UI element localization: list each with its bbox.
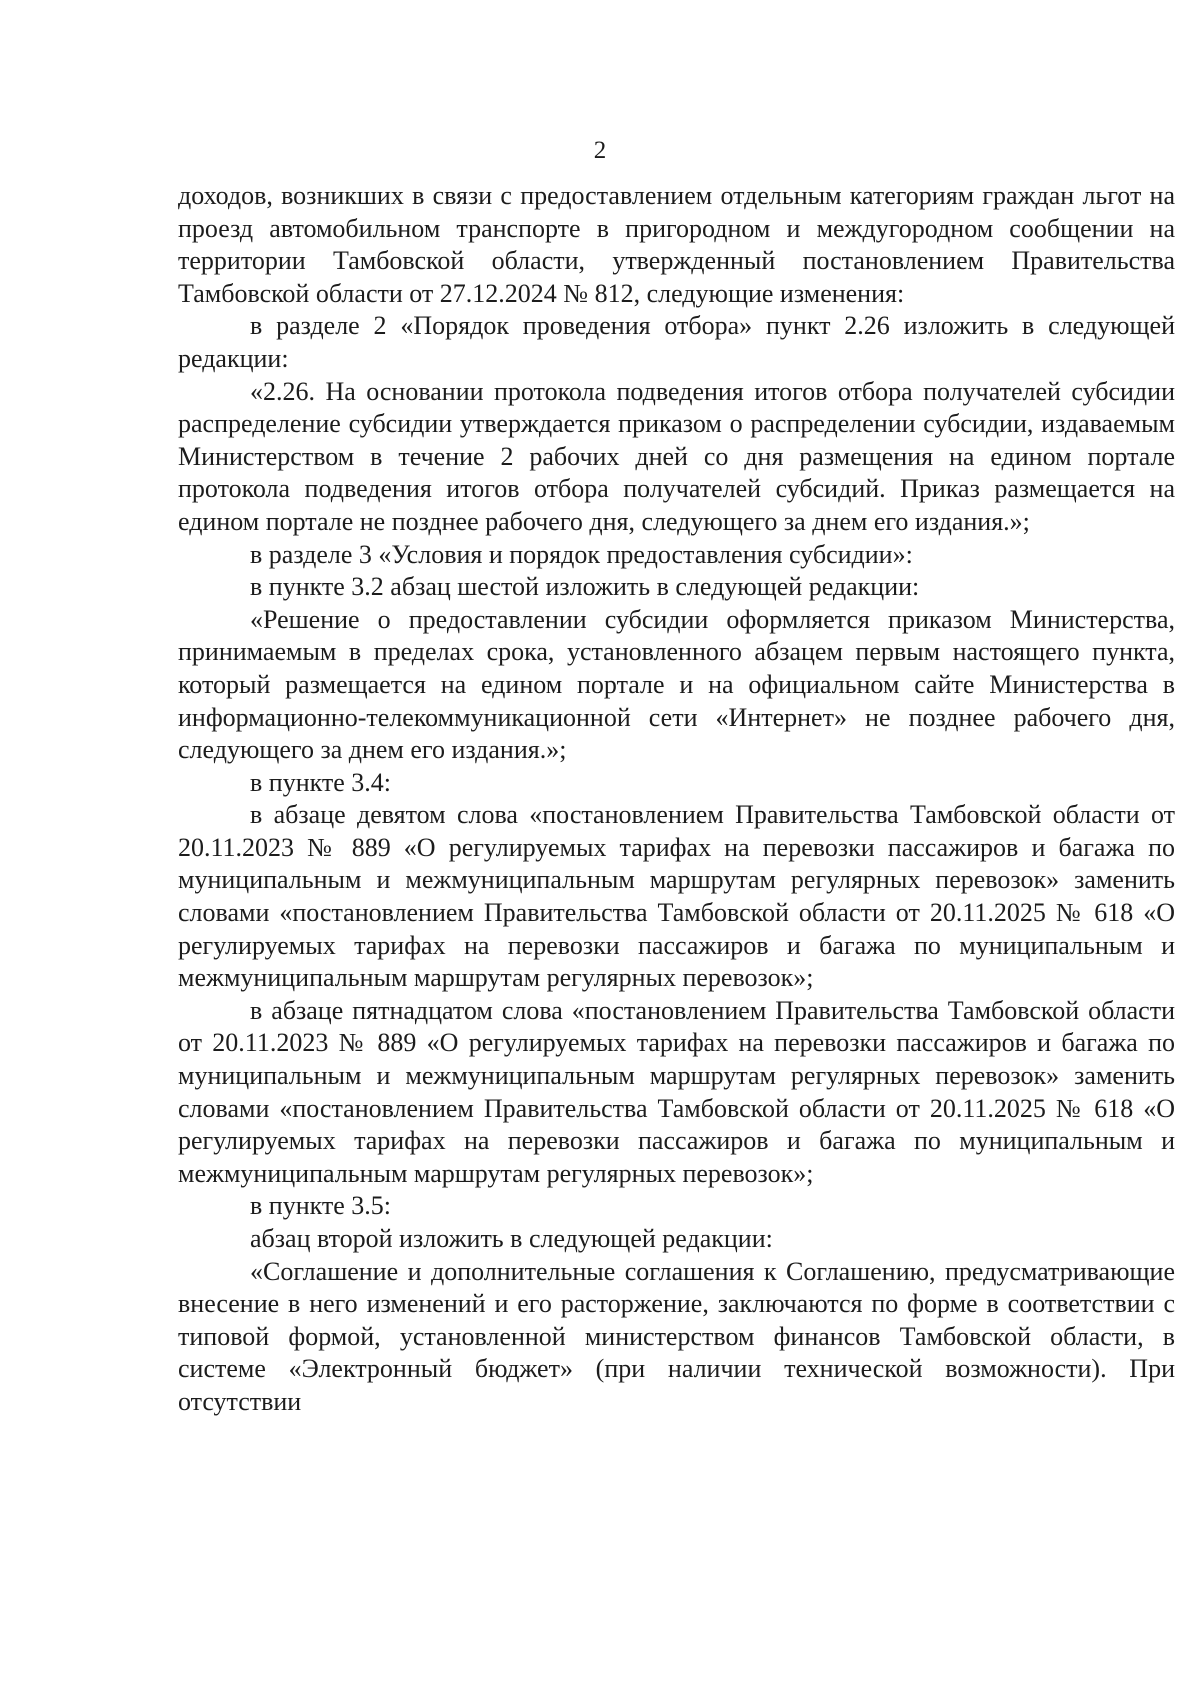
page-number: 2: [593, 137, 607, 164]
paragraph-section-3: в разделе 3 «Условия и порядок предоставления субсидии»:: [250, 539, 913, 569]
paragraph-clause-3-5: в пункте 3.5:: [250, 1191, 392, 1221]
paragraph-ninth-abzac: в абзаце девятом слова «постановлением Правительства Тамбовской области от 20.11.2023 № 889 «О регулируемых тарифах на перевозки пассажиров и багажа по муниципальным и межмуниципальным маршрутам регулярных перевозок» заменить словами «постановлением Правительства Тамбовской области от 20.11.2025 № 618 «О регулируемых тарифах на перевозки пассажиров и багажа по муниципальным и межмуниципальным маршрутам регулярных перевозок»;: [178, 800, 1175, 993]
paragraph-fifteenth-abzac: в абзаце пятнадцатом слова «постановлением Правительства Тамбовской области от 20.11.2023 № 889 «О регулируемых тарифах на перевозки пассажиров и багажа по муниципальным и межмуниципальным маршрутам регулярных перевозок» заменить словами «постановлением Правительства Тамбовской области от 20.11.2025 № 618 «О регулируемых тарифах на перевозки пассажиров и багажа по муниципальным и межмуниципальным маршрутам регулярных перевозок»;: [178, 995, 1175, 1188]
document-body: [178, 180, 1175, 1419]
paragraph-clause-2-26: «2.26. На основании протокола подведения итогов отбора получателей субсидии распределение субсидии утверждается приказом о распределении субсидии, издаваемым Министерством в течение 2 рабочих дней со дня размещения на едином портале протокола подведения итогов отбора получателей субсидий. Приказ размещается на едином портале не позднее рабочего дня, следующего за днем его издания.»;: [178, 376, 1175, 536]
paragraph-income-continuation: доходов, возникших в связи с предоставлением отдельным категориям граждан льгот на проезд автомобильном транспорте в пригородном и междугородном сообщении на территории Тамбовской области, утвержденный постановлением Правительства Тамбовской области от 27.12.2024 № 812, следующие изменения:: [178, 181, 1175, 308]
paragraph-second-abzac: абзац второй изложить в следующей редакции:: [250, 1224, 773, 1253]
paragraph-section-2: в разделе 2 «Порядок проведения отбора» пункт 2.26 изложить в следующей редакции:: [178, 311, 1175, 373]
paragraph-agreement-text: «Соглашение и дополнительные соглашения к Соглашению, предусматривающие внесение в него изменений и его расторжение, заключаются по форме в соответствии с типовой формой, установленной министерством финансов Тамбовской области, в системе «Электронный бюджет» (при наличии технической возможности). При отсутствии: [178, 1256, 1175, 1416]
paragraph-clause-3-4: в пункте 3.4:: [250, 767, 392, 797]
paragraph-clause-3-2: в пункте 3.2 абзац шестой изложить в следующей редакции:: [250, 572, 920, 602]
paragraph-decision-text: «Решение о предоставлении субсидии оформляется приказом Министерства, принимаемым в пределах срока, установленного абзацем первым настоящего пункта, который размещается на едином портале и на официальном сайте Министерства в информационно-телекоммуникационной сети «Интернет» не позднее рабочего дня, следующего за днем его издания.»;: [178, 604, 1175, 765]
